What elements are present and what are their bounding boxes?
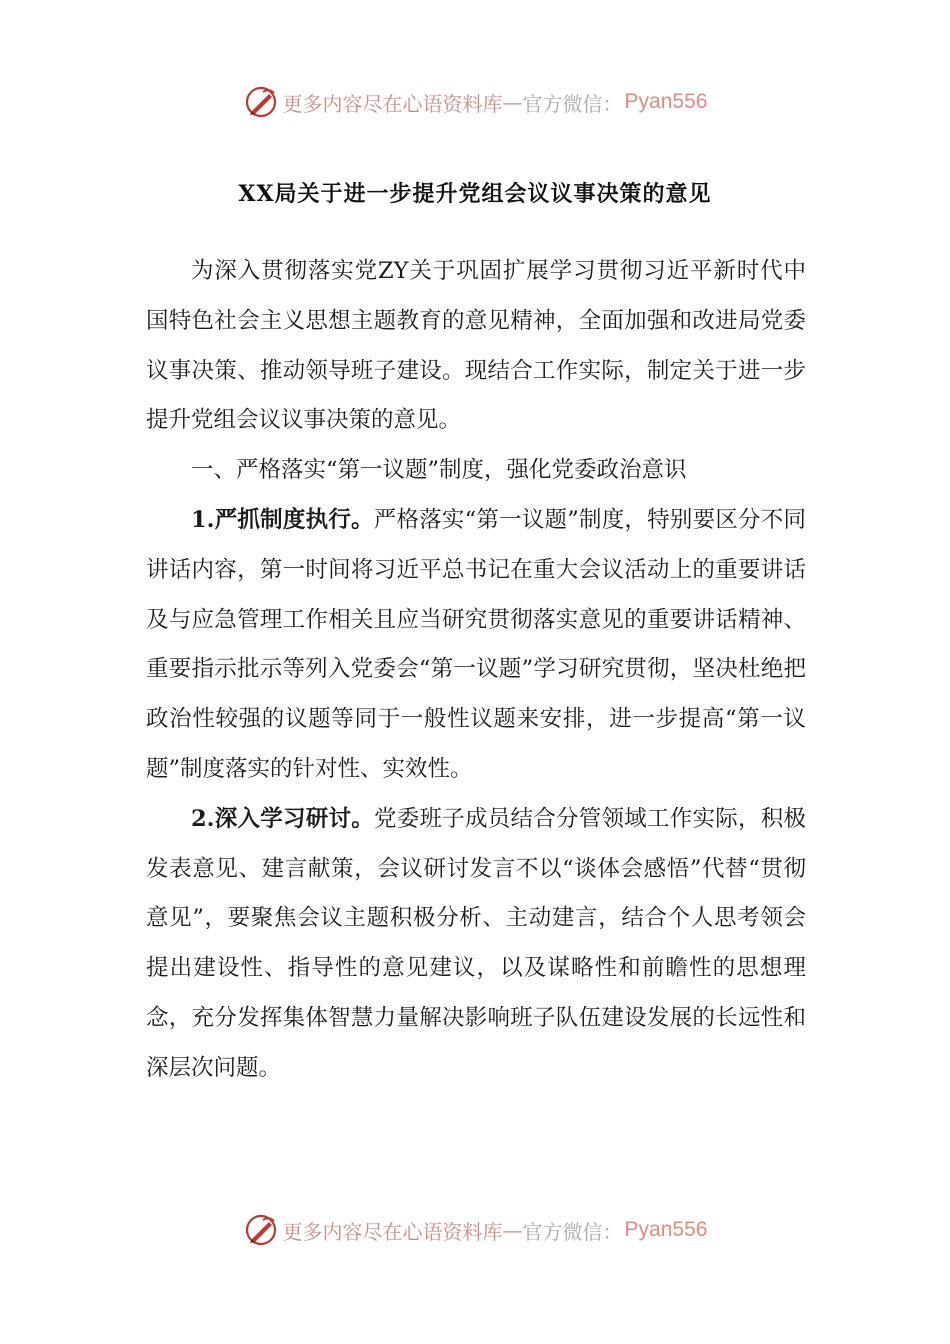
pen-logo-icon	[243, 84, 279, 120]
paragraph-lead: 1.严抓制度执行。	[191, 506, 374, 533]
paragraph-lead: 2.深入学习研讨。	[191, 805, 374, 832]
paragraph-text: 一、严格落实“第一议题”制度，强化党委政治意识	[191, 457, 687, 484]
document-body	[146, 247, 806, 1094]
paragraph-intro	[146, 247, 806, 446]
paragraph-item-1	[146, 496, 806, 795]
watermark-id: Pyan556	[624, 90, 708, 113]
watermark-separator: —	[502, 90, 523, 114]
paragraph-text: 严格落实“第一议题”制度，特别要区分不同讲话内容，第一时间将习近平总书记在重大会议活动上的重要讲话及与应急管理工作相关且应当研究贯彻落实意见的重要讲话精神、重要指示批示等列入党委会“第一议题”学习研究贯彻，坚决杜绝把政治性较强的议题等同于一般性议题来安排，进一步提高“第一议题”制度落实的针对性、实效性。	[146, 506, 806, 782]
watermark-banner-bottom	[0, 1210, 950, 1250]
watermark-text: 更多内容尽在心语资料库	[282, 91, 503, 116]
watermark-label: 官方微信：	[522, 91, 623, 116]
paragraph-text: 为深入贯彻落实党ZY关于巩固扩展学习贯彻习近平新时代中国特色社会主义思想主题教育的意见精神，全面加强和改进局党委议事决策、推动领导班子建设。现结合工作实际，制定关于进一步提升党组会议议事决策的意见。	[146, 258, 806, 434]
watermark-separator: —	[502, 1218, 523, 1242]
paragraph-item-2	[146, 795, 806, 1094]
section-heading-1	[146, 446, 806, 496]
document-title: XX局关于进一步提升党组会议议事决策的意见	[238, 181, 712, 207]
watermark-id: Pyan556	[624, 1218, 708, 1241]
pen-logo-icon	[243, 1212, 279, 1248]
watermark-text: 更多内容尽在心语资料库	[282, 1219, 503, 1244]
watermark-banner-top	[0, 82, 950, 122]
paragraph-text: 党委班子成员结合分管领域工作实际，积极发表意见、建言献策，会议研讨发言不以“谈体会感悟”代替“贯彻意见”，要聚焦会议主题积极分析、主动建言，结合个人思考领会提出建设性、指导性的意见建议，以及谋略性和前瞻性的思想理念，充分发挥集体智慧力量解决影响班子队伍建设发展的长远性和深层次问题。	[146, 805, 806, 1081]
watermark-label: 官方微信：	[522, 1219, 623, 1244]
